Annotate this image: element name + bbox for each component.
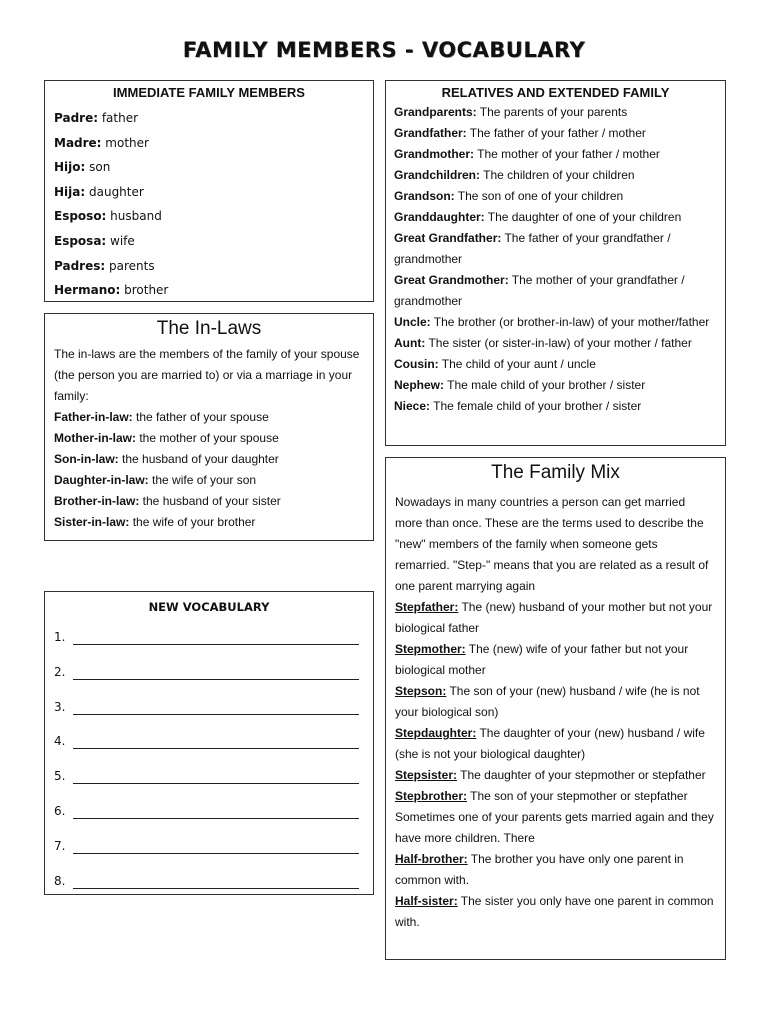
in-laws-heading: The In-Laws [156, 318, 262, 339]
list-item [394, 186, 725, 207]
in-laws-item [54, 407, 363, 428]
term: Grandchildren: [394, 168, 481, 182]
family-mix-item [395, 849, 715, 891]
in-laws-item [54, 491, 363, 512]
definition: wife [106, 233, 135, 248]
definition: brother [120, 283, 169, 298]
definition: the wife of your brother [129, 515, 256, 529]
immediate-family-heading: IMMEDIATE FAMILY MEMBERS [113, 85, 305, 100]
line-number: 4. [54, 734, 66, 749]
term: Padres: [54, 258, 106, 273]
list-item [54, 204, 373, 229]
family-mix-item [395, 891, 715, 933]
term: Brother-in-law: [54, 494, 140, 508]
term: Stepfather: [395, 600, 459, 614]
term: Sister-in-law: [54, 515, 130, 529]
in-laws-intro: The in-laws are the members of the family of your spouse (the person you are married to) or via a marriage in your family: [54, 347, 360, 403]
line-number: 2. [54, 664, 66, 679]
term: Madre: [54, 135, 102, 150]
line-number: 7. [54, 838, 66, 853]
in-laws-item [54, 449, 363, 470]
term: Padre: [54, 111, 99, 125]
page-title: FAMILY MEMBERS - VOCABULARY [182, 38, 586, 62]
list-item [54, 180, 373, 205]
definition: The daughter of your stepmother or stepfather [457, 768, 706, 782]
list-item [394, 333, 725, 354]
blank-line[interactable] [73, 679, 359, 680]
definition: The son of one of your children [454, 189, 624, 203]
list-item [394, 270, 725, 312]
definition: The female child of your brother / sister [430, 399, 642, 413]
list-item [394, 207, 725, 228]
family-mix-box [385, 457, 726, 960]
list-item [54, 131, 373, 156]
vocab-line-item [45, 626, 373, 661]
vocab-line-item [45, 870, 373, 905]
family-mix-item [395, 723, 715, 765]
definition: daughter [85, 184, 144, 199]
list-item [54, 254, 373, 279]
term: Uncle: [394, 315, 431, 329]
vocab-line-item [45, 661, 373, 696]
immediate-family-box [44, 80, 374, 302]
term: Stepson: [395, 684, 447, 698]
term: Grandparents: [394, 105, 477, 119]
term: Half-brother: [395, 852, 468, 866]
term: Great Grandmother: [394, 273, 509, 287]
line-number: 6. [54, 803, 66, 818]
vocab-line-item [45, 800, 373, 835]
term: Father-in-law: [54, 410, 133, 424]
blank-line[interactable] [73, 714, 359, 715]
family-mix-intro: Nowadays in many countries a person can get married more than once. These are the terms used to describe the "new" members of the family when someone gets remarried. "Step-" means that you are related as a result of one parent marrying again [395, 495, 709, 593]
definition: The son of your stepmother or stepfather [467, 789, 688, 803]
in-laws-item [54, 428, 363, 449]
term: Esposa: [54, 233, 107, 248]
family-mix-item [395, 681, 715, 723]
line-number: 5. [54, 769, 66, 784]
line-number: 8. [54, 873, 66, 888]
definition: The son of your (new) husband / wife (he is not your biological son) [395, 684, 700, 719]
new-vocabulary-box [44, 591, 374, 895]
term: Hermano: [54, 283, 121, 298]
definition: The children of your children [480, 168, 635, 182]
definition: the father of your spouse [132, 410, 269, 424]
list-item [394, 375, 725, 396]
vocab-line-item [45, 696, 373, 731]
family-mix-item [395, 597, 715, 639]
family-mix-item [395, 765, 715, 786]
family-mix-item [395, 639, 715, 681]
family-mix-note: Sometimes one of your parents gets married again and they have more children. There [395, 810, 714, 845]
new-vocabulary-heading: NEW VOCABULARY [148, 600, 270, 614]
vocab-line-item [45, 730, 373, 765]
list-item [394, 354, 725, 375]
vocab-line-item [45, 765, 373, 800]
blank-line[interactable] [73, 644, 359, 645]
blank-line[interactable] [73, 818, 359, 819]
term: Hija: [54, 184, 86, 199]
term: Daughter-in-law: [54, 473, 149, 487]
definition: The sister you only have one parent in common with. [395, 894, 714, 929]
definition: husband [106, 209, 162, 224]
list-item [394, 396, 725, 417]
definition: the husband of your daughter [118, 452, 279, 466]
term: Stepbrother: [395, 789, 467, 803]
blank-line[interactable] [73, 748, 359, 749]
list-item [54, 278, 373, 303]
family-mix-heading: The Family Mix [491, 462, 620, 483]
definition: The brother you have only one parent in common with. [395, 852, 684, 887]
term: Stepmother: [395, 642, 466, 656]
definition: son [85, 160, 111, 175]
term: Esposo: [54, 209, 107, 224]
term: Granddaughter: [394, 210, 485, 224]
term: Niece: [394, 399, 431, 413]
term: Hijo: [54, 160, 86, 175]
definition: The father of your grandfather / grandmother [394, 231, 671, 266]
new-vocabulary-list [45, 626, 373, 904]
definition: The male child of your brother / sister [444, 378, 646, 392]
vocab-line-item [45, 835, 373, 870]
term: Great Grandfather: [394, 231, 502, 245]
definition: The daughter of your (new) husband / wife (she is not your biological daughter) [395, 726, 705, 761]
line-number: 1. [54, 630, 66, 644]
relatives-list [394, 102, 725, 417]
in-laws-item [54, 470, 363, 491]
immediate-family-list [54, 106, 373, 303]
term: Cousin: [394, 357, 439, 371]
definition: mother [101, 135, 149, 150]
definition: the mother of your spouse [136, 431, 279, 445]
blank-line[interactable] [73, 783, 359, 784]
relatives-box [385, 80, 726, 446]
definition: The brother (or brother-in-law) of your mother/father [430, 315, 710, 329]
in-laws-item [54, 512, 363, 533]
definition: The (new) wife of your father but not your biological mother [395, 642, 689, 677]
list-item [394, 102, 725, 123]
definition: the husband of your sister [139, 494, 281, 508]
definition: The daughter of one of your children [484, 210, 682, 224]
term: Aunt: [394, 336, 426, 350]
relatives-heading: RELATIVES AND EXTENDED FAMILY [441, 85, 670, 100]
blank-line[interactable] [73, 853, 359, 854]
list-item [54, 229, 373, 254]
definition: The child of your aunt / uncle [438, 357, 596, 371]
definition: The (new) husband of your mother but not your biological father [395, 600, 713, 635]
definition: father [98, 111, 139, 125]
term: Son-in-law: [54, 452, 119, 466]
definition: the wife of your son [148, 473, 257, 487]
term: Nephew: [394, 378, 445, 392]
term: Grandmother: [394, 147, 475, 161]
list-item [54, 155, 373, 180]
term: Mother-in-law: [54, 431, 136, 445]
list-item [54, 106, 373, 131]
definition: The sister (or sister-in-law) of your mother / father [425, 336, 692, 350]
definition: The mother of your father / mother [474, 147, 660, 161]
definition: The father of your father / mother [466, 126, 646, 140]
list-item [394, 312, 725, 333]
term: Stepsister: [395, 768, 458, 782]
list-item [394, 228, 725, 270]
definition: The parents of your parents [476, 105, 628, 119]
line-number: 3. [54, 699, 66, 714]
family-mix-item [395, 786, 715, 807]
definition: parents [105, 258, 155, 273]
list-item [394, 123, 725, 144]
term: Stepdaughter: [395, 726, 477, 740]
blank-line[interactable] [73, 888, 359, 889]
list-item [394, 144, 725, 165]
definition: The mother of your grandfather / grandmother [394, 273, 685, 308]
term: Half-sister: [395, 894, 458, 908]
term: Grandson: [394, 189, 455, 203]
list-item [394, 165, 725, 186]
term: Grandfather: [394, 126, 467, 140]
in-laws-box [44, 313, 374, 541]
